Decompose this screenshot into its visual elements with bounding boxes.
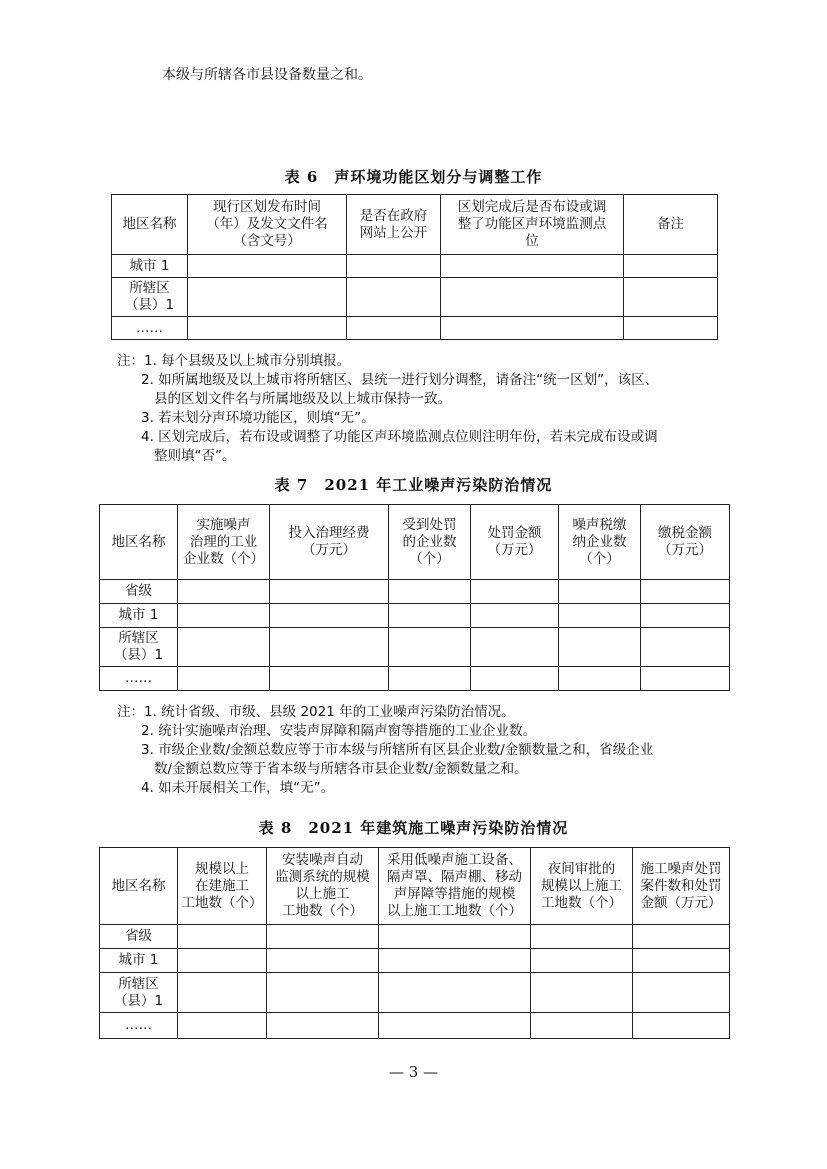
row-label: 城市 1 bbox=[100, 949, 178, 973]
table7-header: 受到处罚 的企业数 （个） bbox=[389, 505, 471, 580]
table6-header: 备注 bbox=[624, 195, 718, 255]
table8-header: 采用低噪声施工设备、 隔声罩、隔声棚、移动 声屏障等措施的规模 以上施工工地数（个） bbox=[379, 848, 531, 925]
table-row bbox=[100, 604, 730, 628]
table7 bbox=[99, 504, 730, 691]
note-line: 4. 如未开展相关工作，填“无”。 bbox=[141, 780, 335, 796]
table-cell[interactable] bbox=[641, 628, 730, 667]
table7-header: 噪声税缴 纳企业数 （个） bbox=[559, 505, 641, 580]
table6-header: 现行区划发布时间 （年）及发文文件名 （含文号） bbox=[188, 195, 347, 255]
table-cell[interactable] bbox=[178, 949, 267, 973]
table-row bbox=[112, 278, 718, 317]
table-cell[interactable] bbox=[624, 317, 718, 340]
table-cell[interactable] bbox=[624, 255, 718, 278]
table-cell[interactable] bbox=[178, 628, 270, 667]
table6 bbox=[111, 194, 718, 340]
table7-title: 表 7 2021 年工业噪声污染防治情况 bbox=[274, 476, 553, 494]
table-row bbox=[112, 255, 718, 278]
table-cell[interactable] bbox=[178, 667, 270, 691]
table6-title: 表 6 声环境功能区划分与调整工作 bbox=[284, 168, 543, 186]
row-label: 所辖区 （县）1 bbox=[100, 973, 178, 1013]
table-row bbox=[100, 580, 730, 604]
table8-title: 表 8 2021 年建筑施工噪声污染防治情况 bbox=[258, 819, 569, 837]
page-number: — 3 — bbox=[388, 1063, 439, 1081]
table8-header: 施工噪声处罚 案件数和处罚 金额（万元） bbox=[633, 848, 730, 925]
note-line: 2. 如所属地级及以上城市将所辖区、县统一进行划分调整，请备注“统一区划”，该区、 bbox=[141, 372, 659, 388]
table-row bbox=[100, 1013, 730, 1039]
table6-header: 区划完成后是否布设或调 整了功能区声环境监测点 位 bbox=[441, 195, 624, 255]
table7-header: 地区名称 bbox=[100, 505, 178, 580]
table-cell[interactable] bbox=[389, 628, 471, 667]
table-cell[interactable] bbox=[178, 1013, 267, 1039]
table-cell[interactable] bbox=[624, 278, 718, 317]
table-cell[interactable] bbox=[267, 1013, 379, 1039]
table-cell[interactable] bbox=[379, 949, 531, 973]
row-label: 省级 bbox=[100, 925, 178, 949]
row-label: 城市 1 bbox=[112, 255, 188, 278]
table-cell[interactable] bbox=[441, 278, 624, 317]
row-label: 所辖区 （县）1 bbox=[112, 278, 188, 317]
table6-header: 地区名称 bbox=[112, 195, 188, 255]
table-cell[interactable] bbox=[441, 255, 624, 278]
table6-notes bbox=[117, 352, 658, 466]
table-cell[interactable] bbox=[633, 973, 730, 1013]
row-label: 城市 1 bbox=[100, 604, 178, 628]
table-row bbox=[100, 667, 730, 691]
table-cell[interactable] bbox=[633, 925, 730, 949]
table-cell[interactable] bbox=[270, 580, 389, 604]
table-cell[interactable] bbox=[531, 1013, 633, 1039]
table-cell[interactable] bbox=[389, 580, 471, 604]
table-cell[interactable] bbox=[389, 604, 471, 628]
table-cell[interactable] bbox=[559, 628, 641, 667]
table7-header: 投入治理经费 （万元） bbox=[270, 505, 389, 580]
row-label: 所辖区 （县）1 bbox=[100, 628, 178, 667]
table-cell[interactable] bbox=[531, 949, 633, 973]
table6-header-row bbox=[112, 195, 718, 255]
note-line: 4. 区划完成后，若布设或调整了功能区声环境监测点位则注明年份，若未完成布设或调 bbox=[141, 429, 658, 445]
table-cell[interactable] bbox=[641, 604, 730, 628]
table-cell[interactable] bbox=[270, 604, 389, 628]
table-row bbox=[100, 925, 730, 949]
table-row bbox=[100, 628, 730, 667]
table-cell[interactable] bbox=[389, 667, 471, 691]
row-label: …… bbox=[100, 667, 178, 691]
note-line: 注：1. 每个县级及以上城市分别填报。 bbox=[117, 353, 351, 369]
note-line: 注：1. 统计省级、市级、县级 2021 年的工业噪声污染防治情况。 bbox=[117, 704, 515, 720]
row-label: …… bbox=[112, 317, 188, 340]
table-cell[interactable] bbox=[270, 667, 389, 691]
table-cell[interactable] bbox=[270, 628, 389, 667]
intro-text: 本级与所辖各市县设备数量之和。 bbox=[162, 67, 372, 83]
table-cell[interactable] bbox=[188, 278, 347, 317]
table-cell[interactable] bbox=[178, 604, 270, 628]
table7-notes bbox=[117, 703, 653, 798]
table-row bbox=[100, 973, 730, 1013]
table-cell[interactable] bbox=[471, 604, 559, 628]
table-cell[interactable] bbox=[641, 667, 730, 691]
table-cell[interactable] bbox=[379, 925, 531, 949]
table-cell[interactable] bbox=[267, 925, 379, 949]
note-line: 整则填“否”。 bbox=[154, 448, 236, 464]
note-line: 2. 统计实施噪声治理、安装声屏障和隔声窗等措施的工业企业数。 bbox=[141, 723, 537, 739]
table-cell[interactable] bbox=[441, 317, 624, 340]
table8-header-row bbox=[100, 848, 730, 925]
table-row bbox=[112, 317, 718, 340]
table-row bbox=[100, 949, 730, 973]
table-cell[interactable] bbox=[633, 949, 730, 973]
table8-header: 规模以上 在建施工 工地数（个） bbox=[178, 848, 267, 925]
row-label: 省级 bbox=[100, 580, 178, 604]
table-cell[interactable] bbox=[471, 628, 559, 667]
table7-header: 实施噪声 治理的工业 企业数（个） bbox=[178, 505, 270, 580]
table-cell[interactable] bbox=[267, 973, 379, 1013]
table-cell[interactable] bbox=[347, 255, 441, 278]
table-cell[interactable] bbox=[379, 973, 531, 1013]
note-line: 3. 市级企业数/金额总数应等于市本级与所辖所有区县企业数/金额数量之和，省级企业 bbox=[141, 742, 654, 758]
table-cell[interactable] bbox=[559, 604, 641, 628]
table-cell[interactable] bbox=[531, 925, 633, 949]
table7-header: 缴税金额 （万元） bbox=[641, 505, 730, 580]
table-cell[interactable] bbox=[531, 973, 633, 1013]
table-cell[interactable] bbox=[559, 580, 641, 604]
table-cell[interactable] bbox=[178, 925, 267, 949]
table-cell[interactable] bbox=[188, 317, 347, 340]
table-cell[interactable] bbox=[347, 317, 441, 340]
table-cell[interactable] bbox=[633, 1013, 730, 1039]
table-cell[interactable] bbox=[178, 973, 267, 1013]
note-line: 3. 若未划分声环境功能区，则填“无”。 bbox=[141, 410, 375, 426]
table-cell[interactable] bbox=[641, 580, 730, 604]
table-cell[interactable] bbox=[267, 949, 379, 973]
table8-header: 安装噪声自动 监测系统的规模 以上施工 工地数（个） bbox=[267, 848, 379, 925]
row-label: …… bbox=[100, 1013, 178, 1039]
table-cell[interactable] bbox=[471, 667, 559, 691]
table-cell[interactable] bbox=[379, 1013, 531, 1039]
table8-header: 夜间审批的 规模以上施工 工地数（个） bbox=[531, 848, 633, 925]
note-line: 数/金额总数应等于省本级与所辖各市县企业数/金额数量之和。 bbox=[154, 761, 528, 777]
table-cell[interactable] bbox=[178, 580, 270, 604]
table-cell[interactable] bbox=[471, 580, 559, 604]
note-line: 县的区划文件名与所属地级及以上城市保持一致。 bbox=[154, 391, 451, 407]
table-cell[interactable] bbox=[188, 255, 347, 278]
table8-header: 地区名称 bbox=[100, 848, 178, 925]
table7-header: 处罚金额 （万元） bbox=[471, 505, 559, 580]
table-cell[interactable] bbox=[559, 667, 641, 691]
table7-header-row bbox=[100, 505, 730, 580]
table8 bbox=[99, 847, 730, 1039]
table-cell[interactable] bbox=[347, 278, 441, 317]
table6-header: 是否在政府 网站上公开 bbox=[347, 195, 441, 255]
